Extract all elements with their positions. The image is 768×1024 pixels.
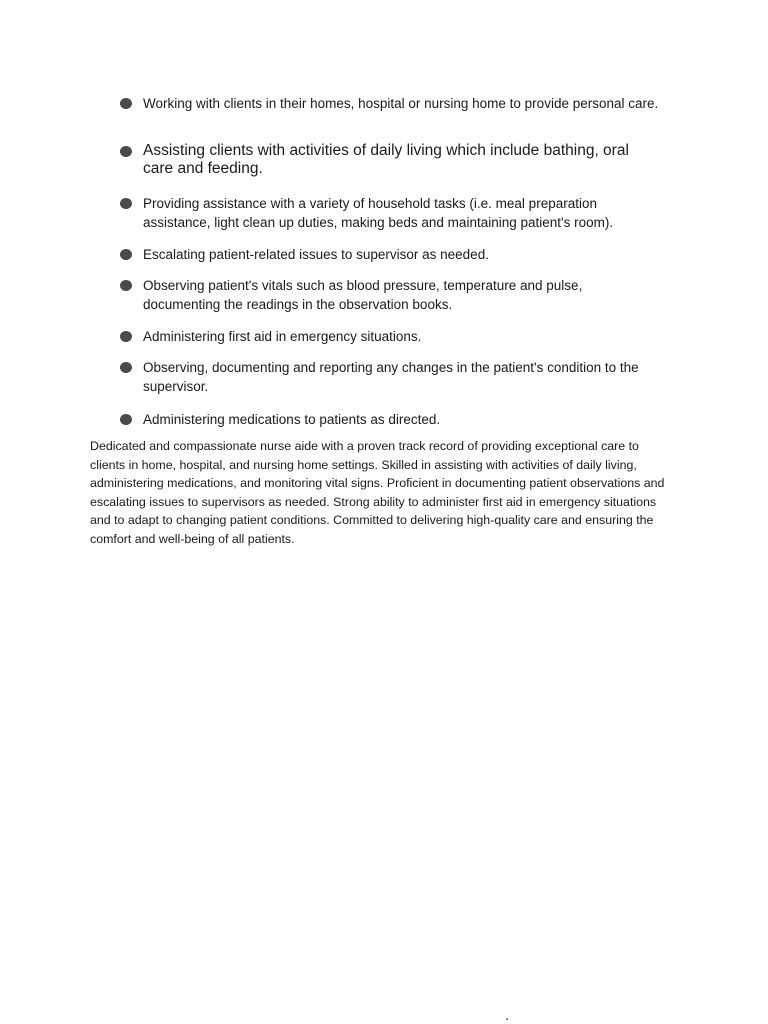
bullet-icon: [120, 98, 132, 109]
duty-text: Working with clients in their homes, hospital or nursing home to provide personal care.: [143, 96, 659, 111]
duty-text: Observing patient's vitals such as blood pressure, temperature and pulse, documenting the readings in the observation books.: [143, 278, 583, 312]
bullet-icon: [120, 249, 132, 260]
bullet-icon: [120, 198, 132, 209]
page-mark: [506, 1018, 508, 1020]
professional-summary: Dedicated and compassionate nurse aide with a proven track record of providing exceptional care to clients in home, hospital, and nursing home settings. Skilled in assisting with activities of daily living, administering medications, and monitoring vital signs. Proficient in documenting patient observations and escalating issues to supervisors as needed. Strong ability to administer first aid in emergency situations and to adapt to changing patient conditions. Committed to delivering high-quality care and ensuring the comfort and well-being of all patients.: [90, 439, 665, 546]
duty-text: Observing, documenting and reporting any changes in the patient's condition to the supervisor.: [143, 360, 639, 394]
bullet-icon: [120, 146, 132, 157]
bullet-icon: [120, 331, 132, 342]
duty-text: Providing assistance with a variety of household tasks (i.e. meal preparation assistance, light clean up duties, making beds and maintaining patient's room).: [143, 196, 614, 230]
duty-text: Administering medications to patients as directed.: [143, 412, 441, 427]
bullet-icon: [120, 362, 132, 373]
bullet-icon: [120, 280, 132, 291]
duty-text: Escalating patient-related issues to supervisor as needed.: [143, 247, 489, 262]
duty-text: Assisting clients with activities of daily living which include bathing, oral care and feeding.: [143, 142, 629, 177]
duty-text: Administering first aid in emergency situations.: [143, 329, 422, 344]
bullet-icon: [120, 414, 132, 425]
